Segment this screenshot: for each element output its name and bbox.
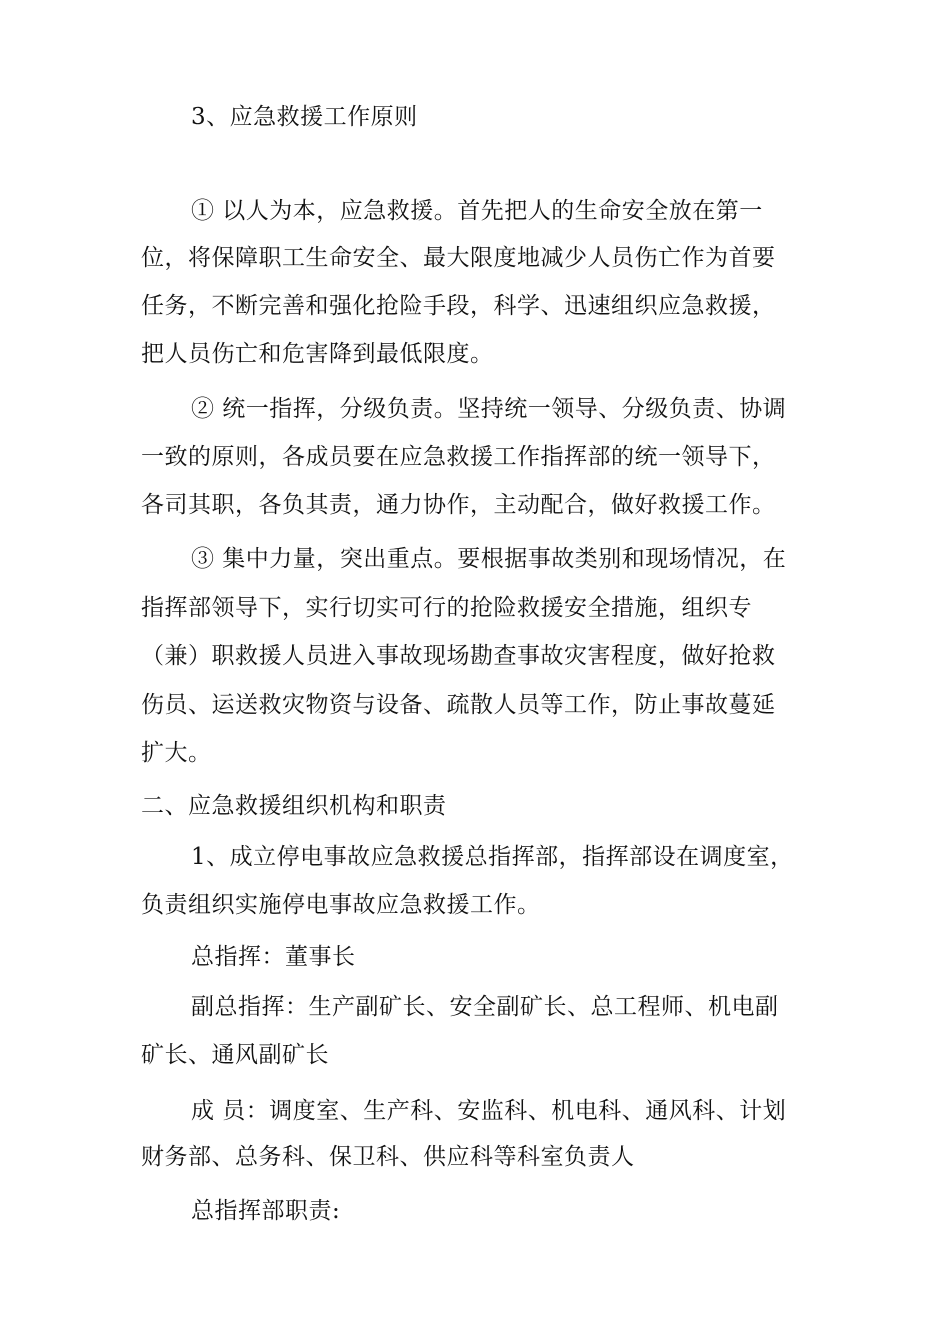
text-line: 财务部、总务科、保卫科、供应科等科室负责人: [141, 1144, 635, 1170]
text-line: 1、成立停电事故应急救援总指挥部，指挥部设在调度室，: [191, 844, 794, 870]
text-line: 一致的原则，各成员要在应急救援工作指挥部的统一领导下，: [141, 444, 776, 470]
text-line: 任务，不断完善和强化抢险手段，科学、迅速组织应急救援，: [141, 293, 776, 319]
text-line: 扩大。: [141, 740, 212, 766]
text-line: 成 员：调度室、生产科、安监科、机电科、通风科、计划: [191, 1098, 787, 1124]
duties-heading: 总指挥部职责:: [191, 1198, 341, 1224]
commander-line: 总指挥：董事长: [191, 944, 356, 970]
text-line: ② 统一指挥，分级负责。坚持统一领导、分级负责、协调: [191, 396, 787, 422]
text-line: 位，将保障职工生命安全、最大限度地减少人员伤亡作为首要: [141, 245, 776, 271]
text-line: 指挥部领导下，实行切实可行的抢险救援安全措施，组织专: [141, 595, 752, 621]
text-line: 矿长、通风副矿长: [141, 1042, 329, 1068]
text-line: 把人员伤亡和危害降到最低限度。: [141, 341, 494, 367]
text-line: ③ 集中力量，突出重点。要根据事故类别和现场情况，在: [191, 546, 787, 572]
text-line: 副总指挥：生产副矿长、安全副矿长、总工程师、机电副: [191, 994, 779, 1020]
text-line: 各司其职，各负其责，通力协作，主动配合，做好救援工作。: [141, 492, 776, 518]
text-line: （兼）职救援人员进入事故现场勘查事故灾害程度，做好抢救: [141, 643, 776, 669]
text-line: ① 以人为本，应急救援。首先把人的生命安全放在第一: [191, 198, 763, 224]
text-line: 负责组织实施停电事故应急救援工作。: [141, 892, 541, 918]
section-heading: 二、应急救援组织机构和职责: [141, 793, 447, 819]
subsection-heading: 3、应急救援工作原则: [191, 104, 418, 130]
text-line: 伤员、运送救灾物资与设备、疏散人员等工作，防止事故蔓延: [141, 692, 776, 718]
